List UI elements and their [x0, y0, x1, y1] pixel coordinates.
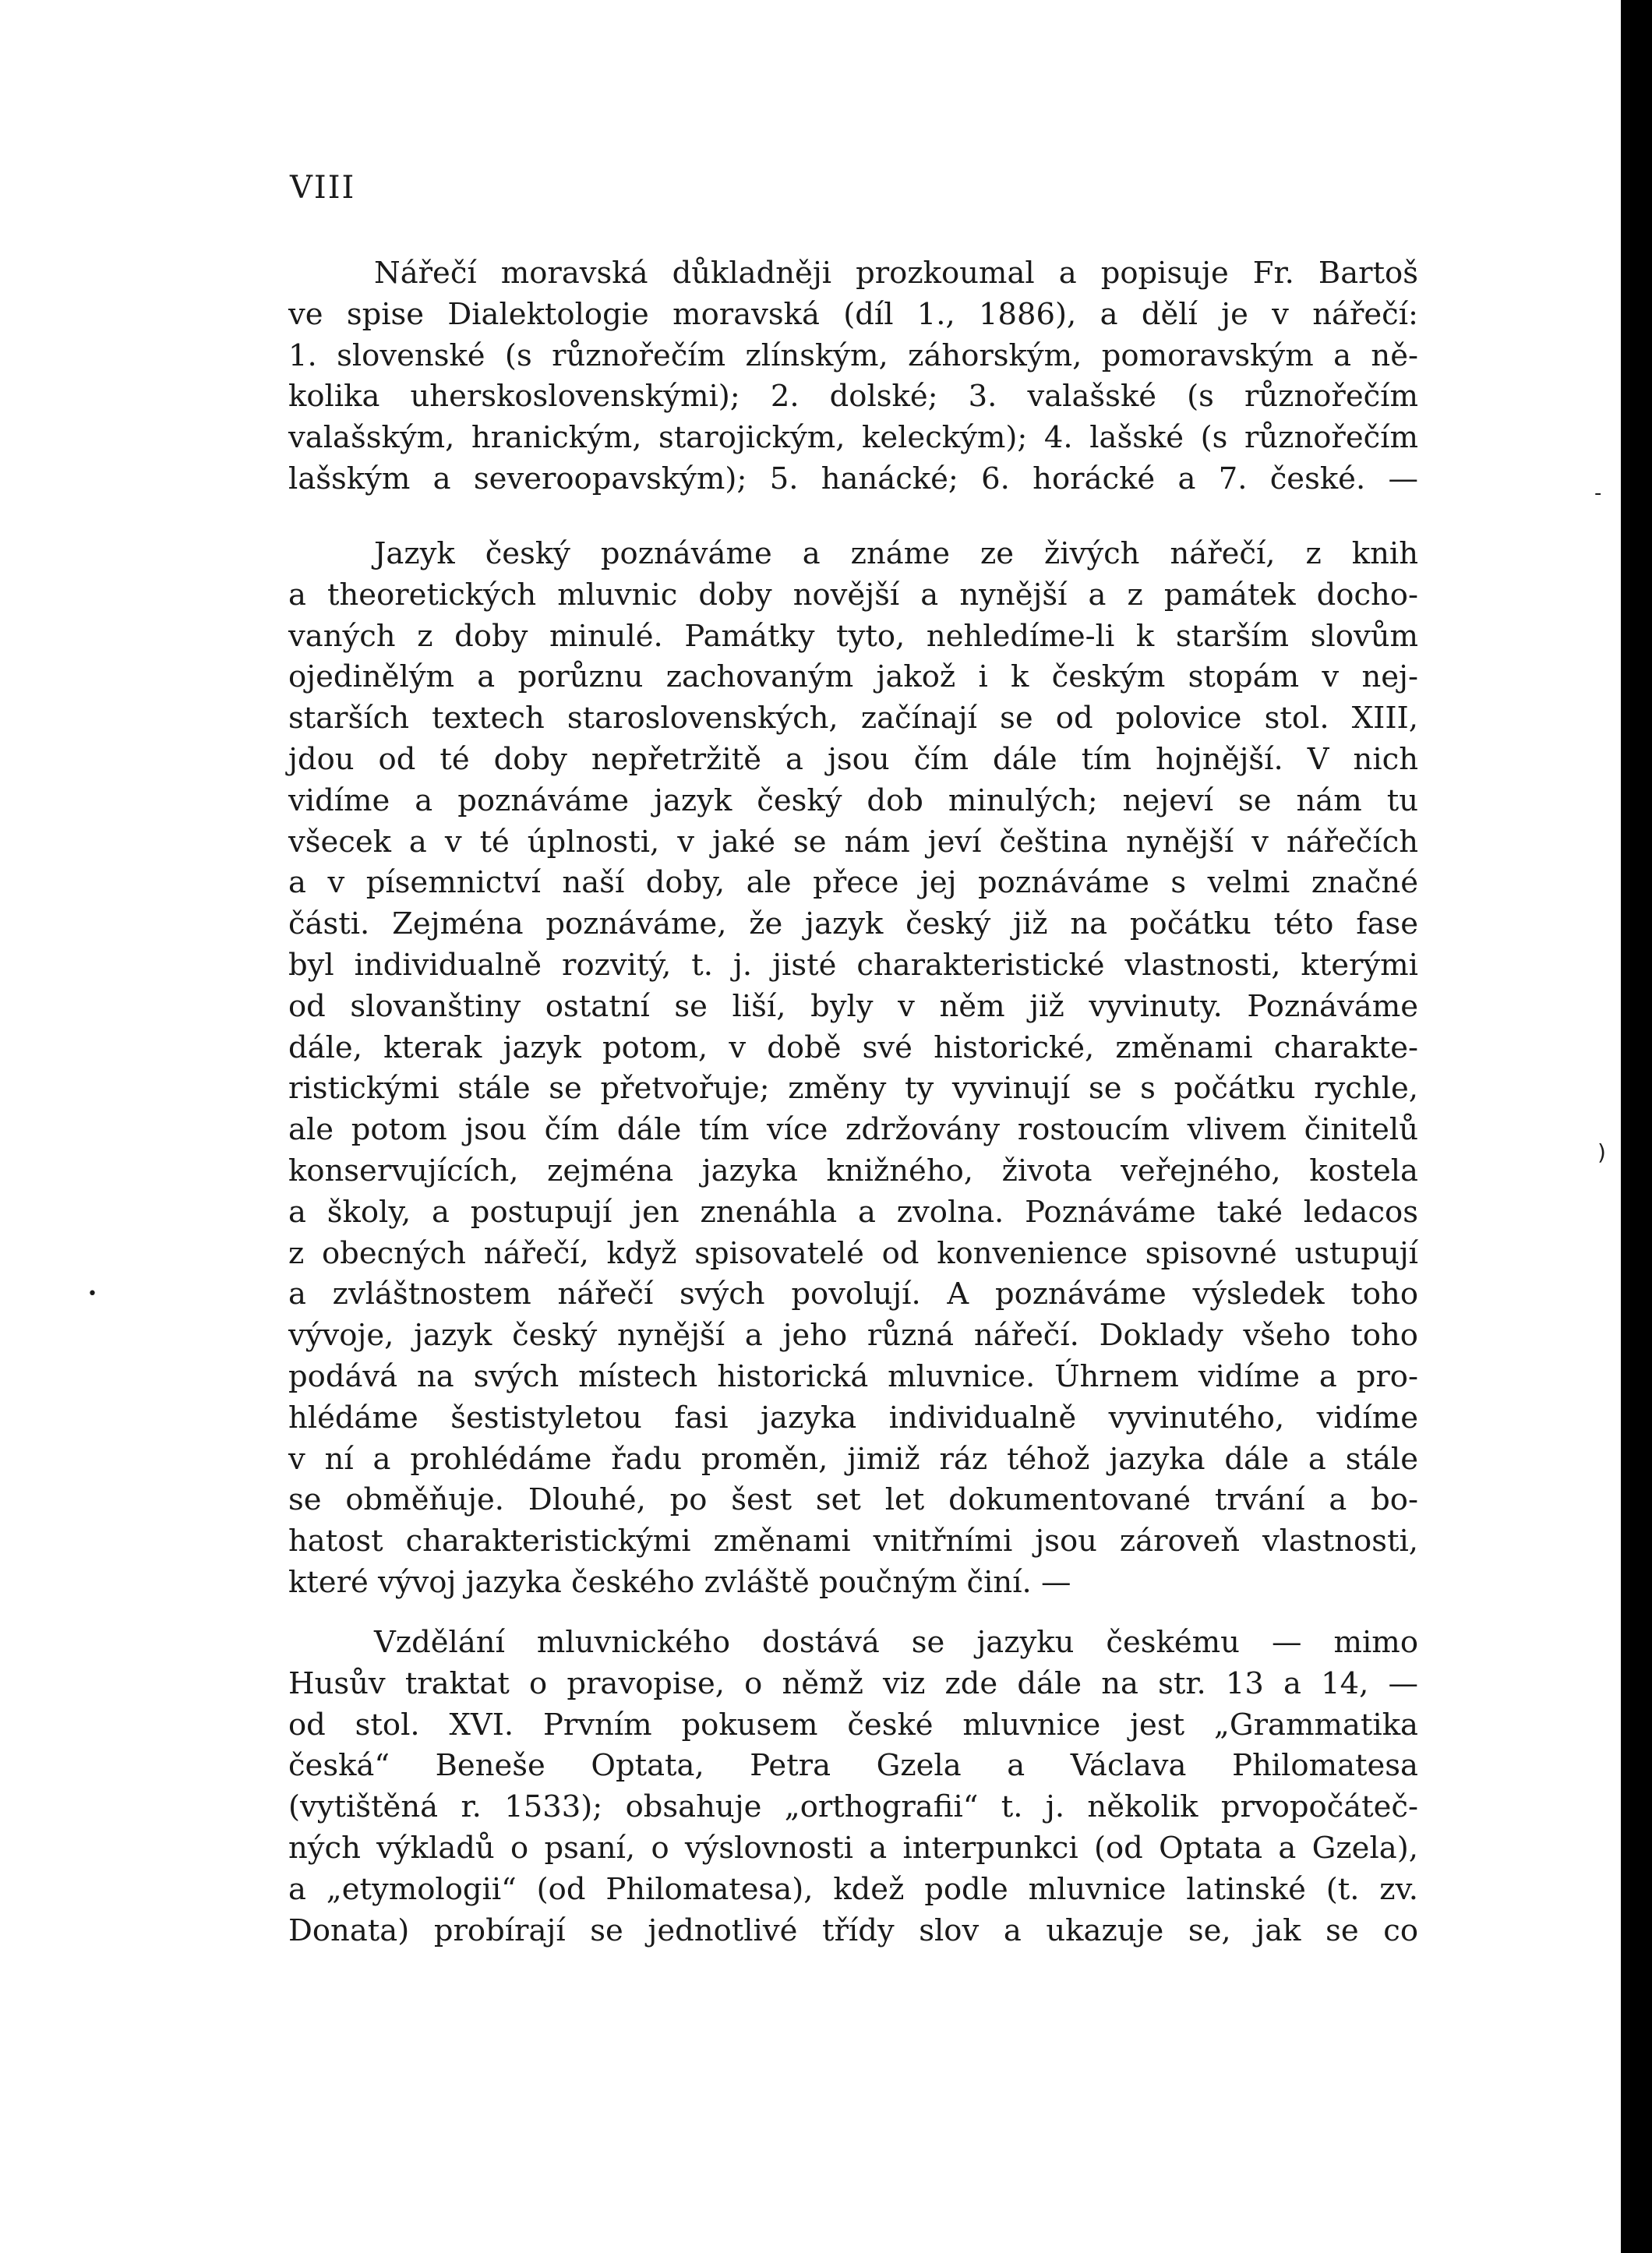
text-line: Vzdělání mluvnického dostává se jazyku českému — mimo [374, 1625, 1418, 1660]
page-binding-edge [1621, 0, 1652, 2253]
text-line: ných výkladů o psaní, o výslovnosti a interpunkci (od Optata a Gzela), [288, 1830, 1418, 1866]
text-line: Husův traktat o pravopise, o němž viz zde dále na str. 13 a 14, — [288, 1665, 1418, 1701]
text-line: Jazyk český poznáváme a známe ze živých nářečí, z knih [374, 536, 1418, 571]
text-line: od stol. XVI. Prvním pokusem české mluvnice jest „Grammatika [288, 1707, 1418, 1743]
text-line: a v písemnictví naší doby, ale přece jej poznáváme s velmi značné [288, 865, 1418, 901]
text-line: se obměňuje. Dlouhé, po šest set let dokumentované trvání a bo- [288, 1482, 1418, 1518]
text-line: podává na svých místech historická mluvnice. Úhrnem vidíme a pro- [288, 1358, 1418, 1394]
text-line: všecek a v té úplnosti, v jaké se nám jeví čeština nynější v nářečích [288, 824, 1418, 860]
scan-speck: • [87, 1284, 97, 1304]
scan-speck: - [1594, 482, 1602, 505]
text-line: hatost charakteristickými změnami vnitřními jsou zároveň vlastnosti, [288, 1524, 1418, 1559]
text-line: od slovanštiny ostatní se liší, byly v něm již vyvinuty. Poznáváme [288, 988, 1418, 1024]
text-line: jdou od té doby nepřetržitě a jsou čím dále tím hojnější. V nich [288, 741, 1418, 777]
text-line: v ní a prohlédáme řadu proměn, jimiž ráz téhož jazyka dále a stále [288, 1441, 1418, 1477]
text-line: dále, kterak jazyk potom, v době své historické, změnami charakte- [288, 1029, 1418, 1065]
text-line: části. Zejména poznáváme, že jazyk český již na počátku této fase [288, 906, 1418, 942]
text-line: Nářečí moravská důkladněji prozkoumal a popisuje Fr. Bartoš [374, 256, 1418, 291]
text-line: vaných z doby minulé. Památky tyto, nehledíme-li k starším slovům [288, 618, 1418, 654]
page-number: VIII [290, 170, 356, 206]
text-line: byl individualně rozvitý, t. j. jisté charakteristické vlastnosti, kterými [288, 947, 1418, 983]
text-line: a školy, a postupují jen znenáhla a zvolna. Poznáváme také ledacos [288, 1194, 1418, 1230]
text-line: česká“ Beneše Optata, Petra Gzela a Václava Philomatesa [288, 1748, 1418, 1784]
text-line: 1. slovenské (s různořečím zlínským, záhorským, pomoravským a ně- [288, 337, 1418, 373]
text-line: ristickými stále se přetvořuje; změny ty vyvinují se s počátku rychle, [288, 1071, 1418, 1107]
paragraph-language-knowledge [288, 534, 1418, 1604]
text-line: kolika uherskoslovenskými); 2. dolské; 3. valašské (s různořečím [288, 379, 1418, 415]
text-line: ale potom jsou čím dále tím více zdržovány rostoucím vlivem činitelů [288, 1112, 1418, 1148]
text-line: vývoje, jazyk český nynější a jeho různá nářečí. Doklady všeho toho [288, 1318, 1418, 1354]
text-line: (vytištěná r. 1533); obsahuje „orthografii“ t. j. několik prvopočáteč- [288, 1789, 1418, 1825]
text-line: lašským a severoopavským); 5. hanácké; 6. horácké a 7. české. — [288, 461, 1418, 496]
text-line: starších textech staroslovenských, začínají se od polovice stol. XIII, [288, 701, 1418, 736]
text-line: ojedinělým a porůznu zachovaným jakož i k českým stopám v nej- [288, 659, 1418, 695]
text-line: a theoretických mluvnic doby novější a nynější a z památek docho- [288, 577, 1418, 613]
scan-speck: ) [1597, 1139, 1606, 1165]
text-line: které vývoj jazyka českého zvláště poučným činí. — [288, 1564, 1071, 1600]
paragraph-dialects [288, 253, 1418, 500]
text-line: Donata) probírají se jednotlivé třídy slov a ukazuje se, jak se co [288, 1912, 1418, 1948]
text-line: a „etymologii“ (od Philomatesa), kdež podle mluvnice latinské (t. zv. [288, 1871, 1418, 1907]
text-line: konservujících, zejména jazyka knižného, života veřejného, kostela [288, 1153, 1418, 1188]
text-line: hlédáme šestistyletou fasi jazyka individualně vyvinutého, vidíme [288, 1400, 1418, 1435]
paragraph-grammar-history [288, 1623, 1418, 1951]
text-line: valašským, hranickým, starojickým, keleckým); 4. lašské (s různořečím [288, 420, 1418, 456]
text-line: a zvláštnostem nářečí svých povolují. A poznáváme výsledek toho [288, 1277, 1418, 1312]
text-line: z obecných nářečí, když spisovatelé od konvenience spisovné ustupují [288, 1235, 1418, 1271]
text-line: ve spise Dialektologie moravská (díl 1., 1886), a dělí je v nářečí: [288, 296, 1418, 332]
text-line: vidíme a poznáváme jazyk český dob minulých; nejeví se nám tu [288, 782, 1418, 818]
